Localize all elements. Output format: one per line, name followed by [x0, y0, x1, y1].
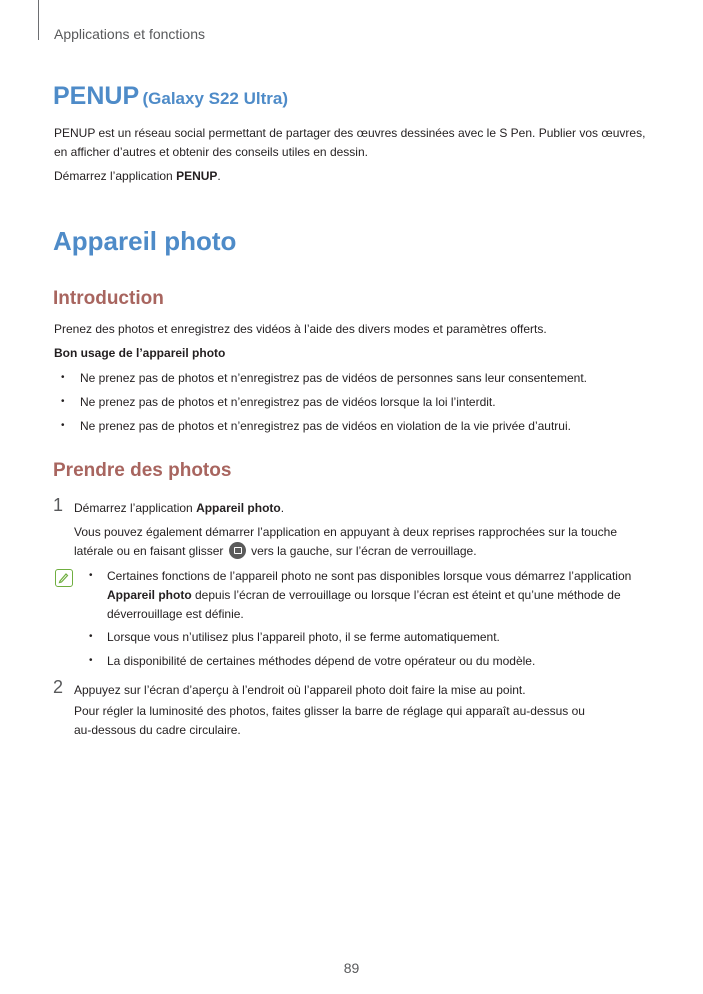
- step-1-detail-line1: Vous pouvez également démarrer l’application en appuyant à deux reprises rapprochées sur la touche: [74, 525, 617, 539]
- intro-heading: Introduction: [53, 288, 164, 309]
- penup-title: PENUP: [53, 82, 140, 110]
- step-1-number: 1: [53, 495, 64, 515]
- note-1-line1: Certaines fonctions de l’appareil photo ne sont pas disponibles lorsque vous démarrez l’application: [107, 569, 632, 583]
- penup-launch-app: PENUP: [176, 169, 218, 183]
- penup-heading: [53, 82, 288, 111]
- usage-bullet-2: Ne prenez pas de photos et n’enregistrez pas de vidéos lorsque la loi l’interdit.: [80, 395, 496, 409]
- penup-launch-suffix: .: [217, 169, 221, 183]
- step-1-detail2a: latérale ou en faisant glisser: [74, 544, 227, 558]
- note-1-app: Appareil photo: [107, 588, 192, 602]
- note-1-line3: déverrouillage est définie.: [107, 607, 244, 621]
- penup-desc-line1: PENUP est un réseau social permettant de partager des œuvres dessinées avec le S Pen. Publier vos œuvres,: [54, 126, 646, 140]
- step-1-text: [74, 499, 284, 518]
- intro-text: Prenez des photos et enregistrez des vidéos à l’aide des divers modes et paramètres offerts.: [54, 322, 547, 336]
- step-2-detail-line2: au-dessous du cadre circulaire.: [74, 723, 241, 737]
- camera-title: Appareil photo: [53, 226, 237, 256]
- penup-launch-prefix: Démarrez l’application: [54, 169, 177, 183]
- note-bullet-dot: •: [89, 570, 93, 581]
- note-icon: [55, 569, 73, 587]
- step-1-detail2b: vers la gauche, sur l’écran de verrouillage.: [247, 544, 477, 558]
- header-rule: [38, 0, 39, 40]
- note-bullet-dot: •: [89, 655, 93, 666]
- usage-bullet-1: Ne prenez pas de photos et n’enregistrez pas de vidéos de personnes sans leur consentement.: [80, 371, 587, 385]
- note-3: La disponibilité de certaines méthodes dépend de votre opérateur ou du modèle.: [107, 654, 536, 668]
- bullet-dot: •: [61, 396, 65, 407]
- step-2-text: Appuyez sur l’écran d’aperçu à l’endroit où l’appareil photo doit faire la mise au point.: [74, 683, 526, 697]
- note-bullet-dot: •: [89, 631, 93, 642]
- camera-icon: [229, 542, 246, 559]
- penup-subtitle: (Galaxy S22 Ultra): [142, 89, 288, 108]
- note-1-line2-text: depuis l’écran de verrouillage ou lorsque l’écran est éteint et qu’une méthode de: [191, 588, 621, 602]
- step-2-detail-line1: Pour régler la luminosité des photos, faites glisser la barre de réglage qui apparaît au-dessus ou: [74, 704, 585, 718]
- bullet-dot: •: [61, 372, 65, 383]
- step-2-number: 2: [53, 677, 64, 697]
- note-2: Lorsque vous n’utilisez plus l’appareil photo, il se ferme automatiquement.: [107, 630, 500, 644]
- step-1-app: Appareil photo: [196, 501, 281, 515]
- step-1-detail-line2: [74, 542, 477, 561]
- note-1-line2: [107, 586, 621, 605]
- usage-bullet-3: Ne prenez pas de photos et n’enregistrez pas de vidéos en violation de la vie privée d’autrui.: [80, 419, 571, 433]
- bullet-dot: •: [61, 420, 65, 431]
- take-photos-heading: Prendre des photos: [53, 460, 232, 481]
- step-1-prefix: Démarrez l’application: [74, 501, 197, 515]
- page-number: 89: [343, 960, 360, 976]
- penup-desc-line2: en afficher d’autres et obtenir des conseils utiles en dessin.: [54, 145, 368, 159]
- usage-subheading: Bon usage de l’appareil photo: [54, 346, 226, 360]
- step-1-suffix: .: [280, 501, 285, 515]
- penup-launch: [54, 167, 221, 186]
- running-header: Applications et fonctions: [54, 26, 205, 42]
